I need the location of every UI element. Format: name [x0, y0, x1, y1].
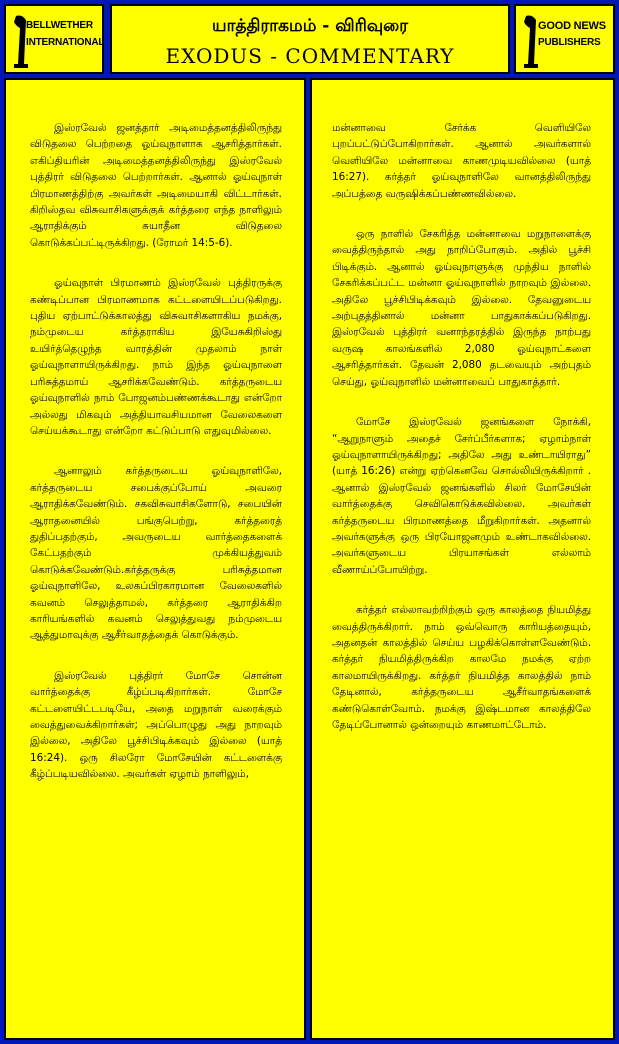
- paragraph: மோசே இஸ்ரவேல் ஜனங்களை நோக்கி, “ஆறுநாளும் அதைச் சேர்ப்பீர்களாக; ஏழாம்நாள் ஓய்வுநாளாயிருக்கிறது; அதிலே அது உண்டாயிராது” (யாத் 16:26) என்று ஏற்கெனவே சொல்லியிருக்கிறார் . ஆனால் இஸ்ரவேல் ஜனங்களில் சிலர் மோசேயின் வார்த்தைக்கு செவிகொடுக்கவில்லை. அவர்கள் கர்த்தருடைய பிரமாணத்தை மீறுகிறார்கள். அதனால் அவர்களுக்கு ஒரு பிரயோஜனமும் உண்டாகவில்லை. அவர்களுடைய பிரயாசங்கள் எல்லாம் வீணாய்ப்போயிற்று.: [332, 416, 591, 576]
- right-column: [310, 78, 615, 1040]
- paragraph: இஸ்ரவேல் புத்திரர் மோசே சொன்ன வார்த்தைக்கு கீழ்ப்படிகிறார்கள். மோசே கட்டளையிட்டபடியே, அதை மறுநாள் வரைக்கும் வைத்துவைக்கிறார்கள்; அப்பொழுது அது நாறவும் இல்லை, அதிலே பூச்சிபிடிக்கவும் இல்லை (யாத் 16:24). ஒரு சிலரோ மோசேயின் கட்டளைக்கு கீழ்ப்படியவில்லை. அவர்கள் ஏழாம் நாளிலும்,: [30, 669, 282, 781]
- left-logo-line2: INTERNATIONAL: [26, 37, 105, 48]
- page-header: [110, 4, 510, 74]
- paragraph: இஸ்ரவேல் ஜனத்தார் அடிமைத்தனத்திலிருந்து விடுதலை பெற்றதை ஓய்வுநாளாக ஆசரித்தார்கள். எகிப்தியரின் அடிமைத்தனத்திலிருந்து இஸ்ரவேல் புத்திரர் விடுதலை பெற்றார்கள். ஆனால் ஓய்வுநாள் பிரமாணத்திற்கு அவர்கள் அடிமையாகி விட்டார்கள். கிறிஸ்தவ விசுவாசிகளுக்குக் கர்த்தரை எந்த நாளிலும் ஆராதிக்கும் சுயாதீன விடுதலை கொடுக்கப்பட்டிருக்கிறது. (ரோமர் 14:5-6).: [30, 122, 282, 249]
- paragraph: ஆனாலும் கர்த்தருடைய ஓய்வுநாளிலே, கர்த்தருடைய சபைக்குப்போய் அவரை ஆராதிக்கவேண்டும். சகவிசுவாசிகளோடு, சபையின் ஆராதனையில் பங்குபெற்று, கர்த்தரைத் துதிப்பதற்கும், அவருடைய வார்த்தைகளைக் கேட்பதற்கும் முக்கியத்துவம் கொடுக்கவேண்டும்.கர்த்தருக்கு பரிசுத்தமான ஓய்வுநாளிலே, உலகப்பிரகாரமான வேலைகளில் கவனம் செலுத்தாமல், கர்த்தரை ஆராதிக்கிற காரியங்களில் கவனம் செலுத்துவது நம்முடைய ஆத்துமாவுக்கு ஆசீர்வாதத்தைக் கொடுக்கும்.: [30, 465, 282, 642]
- left-logo-line1: BELLWETHER: [26, 20, 93, 31]
- right-logo-line1: GOOD NEWS: [538, 20, 606, 32]
- left-column: [4, 78, 306, 1040]
- good-news-logo: [514, 4, 615, 74]
- right-logo-line2: PUBLISHERS: [538, 37, 601, 48]
- paragraph: கர்த்தர் எல்லாவற்றிற்கும் ஒரு காலத்தை நியமித்து வைத்திருக்கிறார். நாம் ஒவ்வொரு காரியத்தையும், அதனதன் காலத்தில் செய்ய பழகிக்கொள்ளவேண்டும். கர்த்தர் நியமித்திருக்கிற காலமே நமக்கு ஏற்ற காலமாயிருக்கிறது. கர்த்தர் நியமித்த காலத்தில் நாம் தேடினால், கர்த்தருடைய ஆசீர்வாதங்களைக் கண்டுகொள்வோம். நமக்கு இஷ்டமான காலத்திலே தேடிப்போனால் ஒன்றையும் காணமாட்டோம்.: [332, 604, 591, 731]
- title-english: EXODUS - COMMENTARY: [165, 44, 455, 68]
- title-tamil: யாத்திராகமம் - விரிவுரை: [212, 16, 408, 36]
- paragraph: மன்னாவை சேர்க்க வெளியிலே புறப்பட்டுப்போகிறார்கள். ஆனால் அவர்களால் வெளியிலே மன்னாவை காணமுடியவில்லை (யாத் 16:27). கர்த்தர் ஓய்வுநாளிலே வானத்திலிருந்து அப்பத்தை வருஷிக்கப்பண்ணவில்லை.: [332, 122, 591, 200]
- paragraph: ஓய்வுநாள் பிரமாணம் இஸ்ரவேல் புத்திரருக்கு கண்டிப்பான பிரமாணமாக கட்டளையிடப்படுகிறது. புதிய ஏற்பாட்டுக்காலத்து விசுவாசிகளாகிய நமக்கு, நம்முடைய கர்த்தராகிய இயேசுகிறிஸ்து உயிர்த்தெழுந்த வாரத்தின் முதலாம் நாள் ஓய்வுநாளாயிருக்கிறது. நாம் இந்த ஓய்வுநாளை பரிசுத்தமாய் ஆசரிக்கவேண்டும். கர்த்தருடைய ஓய்வுநாளில் நாம் போஜனம்பண்ணக்கூடாது என்றோ அல்லது மிகவும் அத்தியாவசியமான வேலைகளை செய்யக்கூடாது என்றோ கட்டுப்பாடு எதுவுமில்லை.: [30, 277, 282, 437]
- bellwether-logo: [4, 4, 104, 74]
- paragraph: ஒரு நாளில் சேகரித்த மன்னாவை மறுநாளைக்கு வைத்திருந்தால் அது நாறிப்போகும். அதில் பூச்சி பிடிக்கும். ஆனால் ஓய்வுநாளுக்கு முந்திய நாளில் சேகரிக்கப்பட்ட மன்னா ஓய்வுநாளில் நாறவும் இல்லை. அதிலே பூச்சிபிடிக்கவும் இல்லை. தேவனுடைய அற்புதத்தினால் மன்னா பாதுகாக்கப்படுகிறது. இஸ்ரவேல் புத்திரர் வனாந்தரத்தில் இருந்த நாற்பது வருஷ காலங்களில் 2,080 ஓய்வுநாட்களை ஆசரித்தார்கள். தேவன் 2,080 தடவையும் அற்புதம் செய்து, ஓய்வுநாளில் மன்னாவைப் பாதுகாத்தார்.: [332, 228, 591, 388]
